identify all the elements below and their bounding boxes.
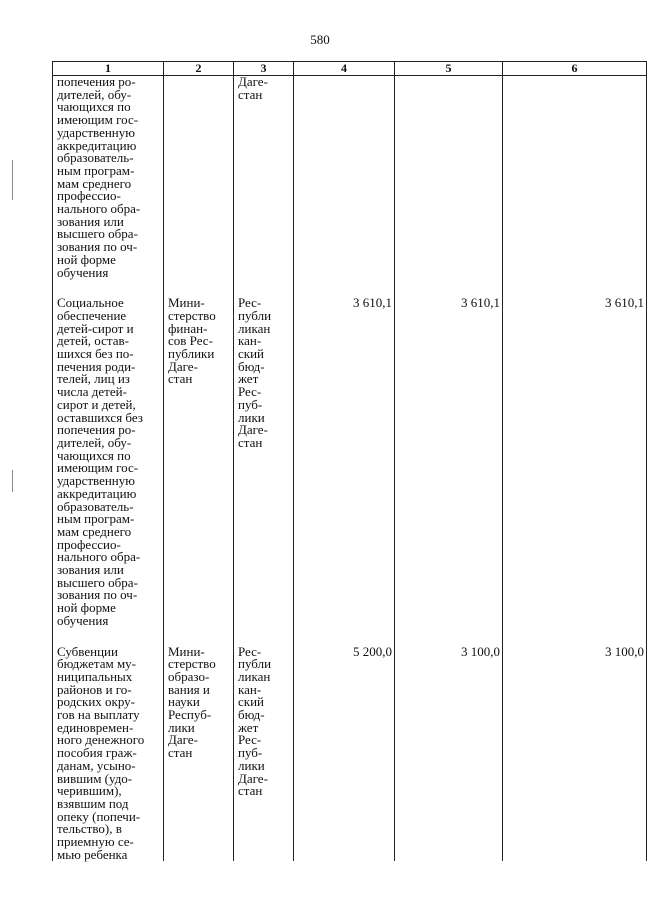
- column-header-2: 2: [164, 62, 234, 76]
- page-number: 580: [310, 32, 330, 47]
- table-row: [53, 646, 647, 862]
- column-header-4: 4: [294, 62, 395, 76]
- row-2-budget-source: Рес- публи ликан кан- ский бюд- жет Рес- пуб- лики Даге- стан: [234, 297, 294, 627]
- row-1-amount-5: [395, 76, 503, 280]
- column-header-5: 5: [395, 62, 503, 76]
- table-row: [53, 297, 647, 627]
- row-1-budget-source: Даге- стан: [234, 76, 294, 280]
- row-3-amount-5: 3 100,0: [395, 646, 503, 862]
- scan-margin-mark: [12, 470, 13, 492]
- row-3-budget-source: Рес- публи ликан кан- ский бюд- жет Рес- пуб- лики Даге- стан: [234, 646, 294, 862]
- row-3-description: Субвенции бюджетам му- ниципальных районов и го- родских окру- гов на выплату единовремен- ного денежного пособия граж- данам, усыно- вившим (удо- черившим), взявшим под опеку (попечи- тельство), в приемную се- мью ребенка: [53, 646, 164, 862]
- row-3-administrator: Мини- стерство образо- вания и науки Респуб- лики Даге- стан: [164, 646, 234, 862]
- row-2-amount-5: 3 610,1: [395, 297, 503, 627]
- row-1-administrator: [164, 76, 234, 280]
- table-row: [53, 76, 647, 280]
- row-spacer: [53, 279, 647, 297]
- row-spacer: [53, 628, 647, 646]
- row-1-description: попечения ро- дителей, обу- чающихся по имеющим гос- ударственную аккредитацию образователь- ным програм- мам среднего профессио- нального обра- зования или высшего обра- зования по оч- ной форме обучения: [53, 76, 164, 280]
- row-3-amount-6: 3 100,0: [503, 646, 647, 862]
- row-2-amount-6: 3 610,1: [503, 297, 647, 627]
- scan-margin-mark: [12, 160, 13, 200]
- row-2-description: Социальное обеспечение детей-сирот и детей, остав- шихся без по- печения роди- телей, лиц из числа детей- сирот и детей, оставшихся без попечения ро- дителей, обу- чающихся по имеющим гос- ударственную аккредитацию образователь- ным програм- мам среднего профессио- нального обра- зования или высшего обра- зования по оч- ной форме обучения: [53, 297, 164, 627]
- column-header-1: 1: [53, 62, 164, 76]
- row-1-amount-4: [294, 76, 395, 280]
- row-2-amount-4: 3 610,1: [294, 297, 395, 627]
- row-2-administrator: Мини- стерство финан- сов Рес- публики Даге- стан: [164, 297, 234, 627]
- column-header-6: 6: [503, 62, 647, 76]
- row-1-amount-6: [503, 76, 647, 280]
- column-header-3: 3: [234, 62, 294, 76]
- row-3-amount-4: 5 200,0: [294, 646, 395, 862]
- table-header-row: [53, 62, 647, 76]
- budget-table: [52, 61, 647, 861]
